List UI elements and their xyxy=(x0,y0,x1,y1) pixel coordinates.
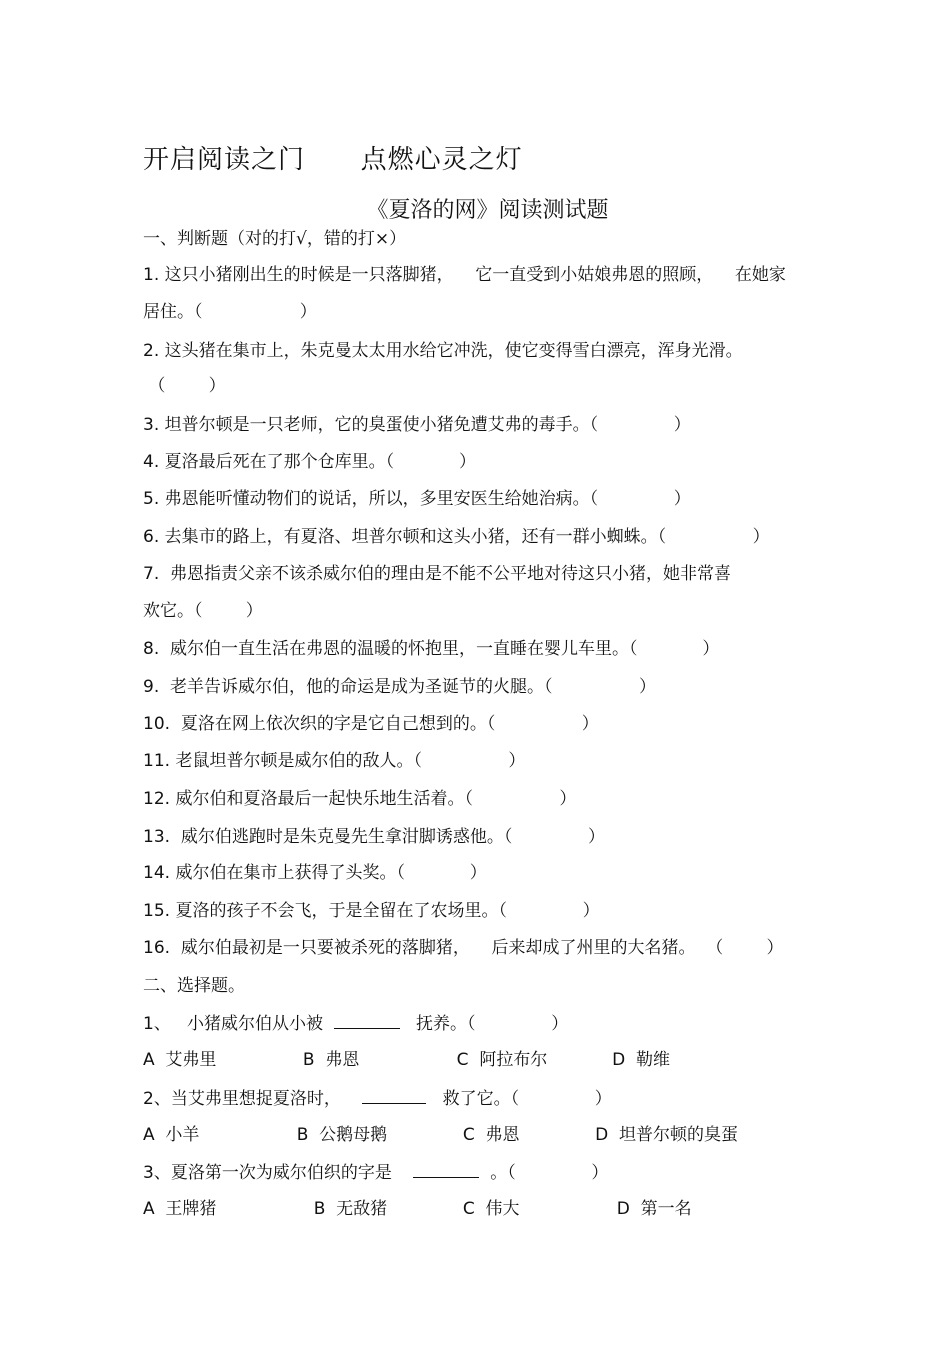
question-text: 。（ ） xyxy=(479,1163,609,1183)
question-line: 10. 夏洛在网上依次织的字是它自己想到的。（ ） xyxy=(143,714,599,734)
question-line: 16. 威尔伯最初是一只要被杀死的落脚猪， 后来却成了州里的大名猪。 （ ） xyxy=(143,938,784,958)
choice-question-3 xyxy=(143,1161,608,1184)
test-title-text: 《夏洛的网》阅读测试题 xyxy=(366,198,609,223)
question-text: 1、 小猪威尔伯从小被 xyxy=(143,1014,334,1034)
section-heading-judgment: 一、判断题（对的打√，错的打×） xyxy=(143,229,407,249)
question-line: 3. 坦普尔顿是一只老师，它的臭蛋使小猪免遭艾弗的毒手。（ ） xyxy=(143,415,691,435)
question-line: 15. 夏洛的孩子不会飞，于是全留在了农场里。（ ） xyxy=(143,901,600,921)
page-title: 开启阅读之门 点燃心灵之灯 xyxy=(143,145,523,175)
section-heading-choice: 二、选择题。 xyxy=(143,976,245,996)
choice-question-1 xyxy=(143,1012,568,1035)
question-line: 12. 威尔伯和夏洛最后一起快乐地生活着。（ ） xyxy=(143,789,577,809)
answer-blank xyxy=(362,1087,426,1104)
question-line: 9. 老羊告诉威尔伯，他的命运是成为圣诞节的火腿。（ ） xyxy=(143,677,656,697)
question-text: 抚养。（ ） xyxy=(399,1014,569,1034)
choice-question-2 xyxy=(143,1087,612,1110)
question-line: 欢它。（ ） xyxy=(143,601,263,621)
question-line: 7. 弗恩指责父亲不该杀威尔伯的理由是不能不公平地对待这只小猪，她非常喜 xyxy=(143,564,732,584)
question-line: 11. 老鼠坦普尔顿是威尔伯的敌人。（ ） xyxy=(143,751,526,771)
answer-blank xyxy=(334,1012,400,1029)
question-line: 13. 威尔伯逃跑时是朱克曼先生拿泔脚诱惑他。（ ） xyxy=(143,827,605,847)
question-text: 救了它。（ ） xyxy=(426,1089,612,1109)
question-line: 居住。（ ） xyxy=(143,302,317,322)
question-line: （ ） xyxy=(143,376,226,396)
question-line: 2. 这头猪在集市上，朱克曼太太用水给它冲洗，使它变得雪白漂亮，浑身光滑。 xyxy=(143,341,743,361)
test-title xyxy=(0,193,950,224)
question-text: 3、夏洛第一次为威尔伯织的字是 xyxy=(143,1163,414,1183)
choice-options-1: A 艾弗里 B 弗恩 C 阿拉布尔 D 勒维 xyxy=(143,1050,671,1070)
question-line: 5. 弗恩能听懂动物们的说话，所以，多里安医生给她治病。（ ） xyxy=(143,489,691,509)
question-text: 2、当艾弗里想捉夏洛时， xyxy=(143,1089,363,1109)
question-line: 1. 这只小猪刚出生的时候是一只落脚猪， 它一直受到小姑娘弗恩的照顾， 在她家 xyxy=(143,265,786,285)
question-line: 4. 夏洛最后死在了那个仓库里。（ ） xyxy=(143,452,476,472)
choice-options-2: A 小羊 B 公鹅母鹅 C 弗恩 D 坦普尔顿的臭蛋 xyxy=(143,1125,739,1145)
question-line: 8. 威尔伯一直生活在弗恩的温暖的怀抱里，一直睡在婴儿车里。（ ） xyxy=(143,639,720,659)
choice-options-3: A 王牌猪 B 无敌猪 C 伟大 D 第一名 xyxy=(143,1199,692,1219)
answer-blank xyxy=(413,1161,479,1178)
question-line: 6. 去集市的路上，有夏洛、坦普尔顿和这头小猪，还有一群小蜘蛛。（ ） xyxy=(143,527,770,547)
question-line: 14. 威尔伯在集市上获得了头奖。（ ） xyxy=(143,863,487,883)
